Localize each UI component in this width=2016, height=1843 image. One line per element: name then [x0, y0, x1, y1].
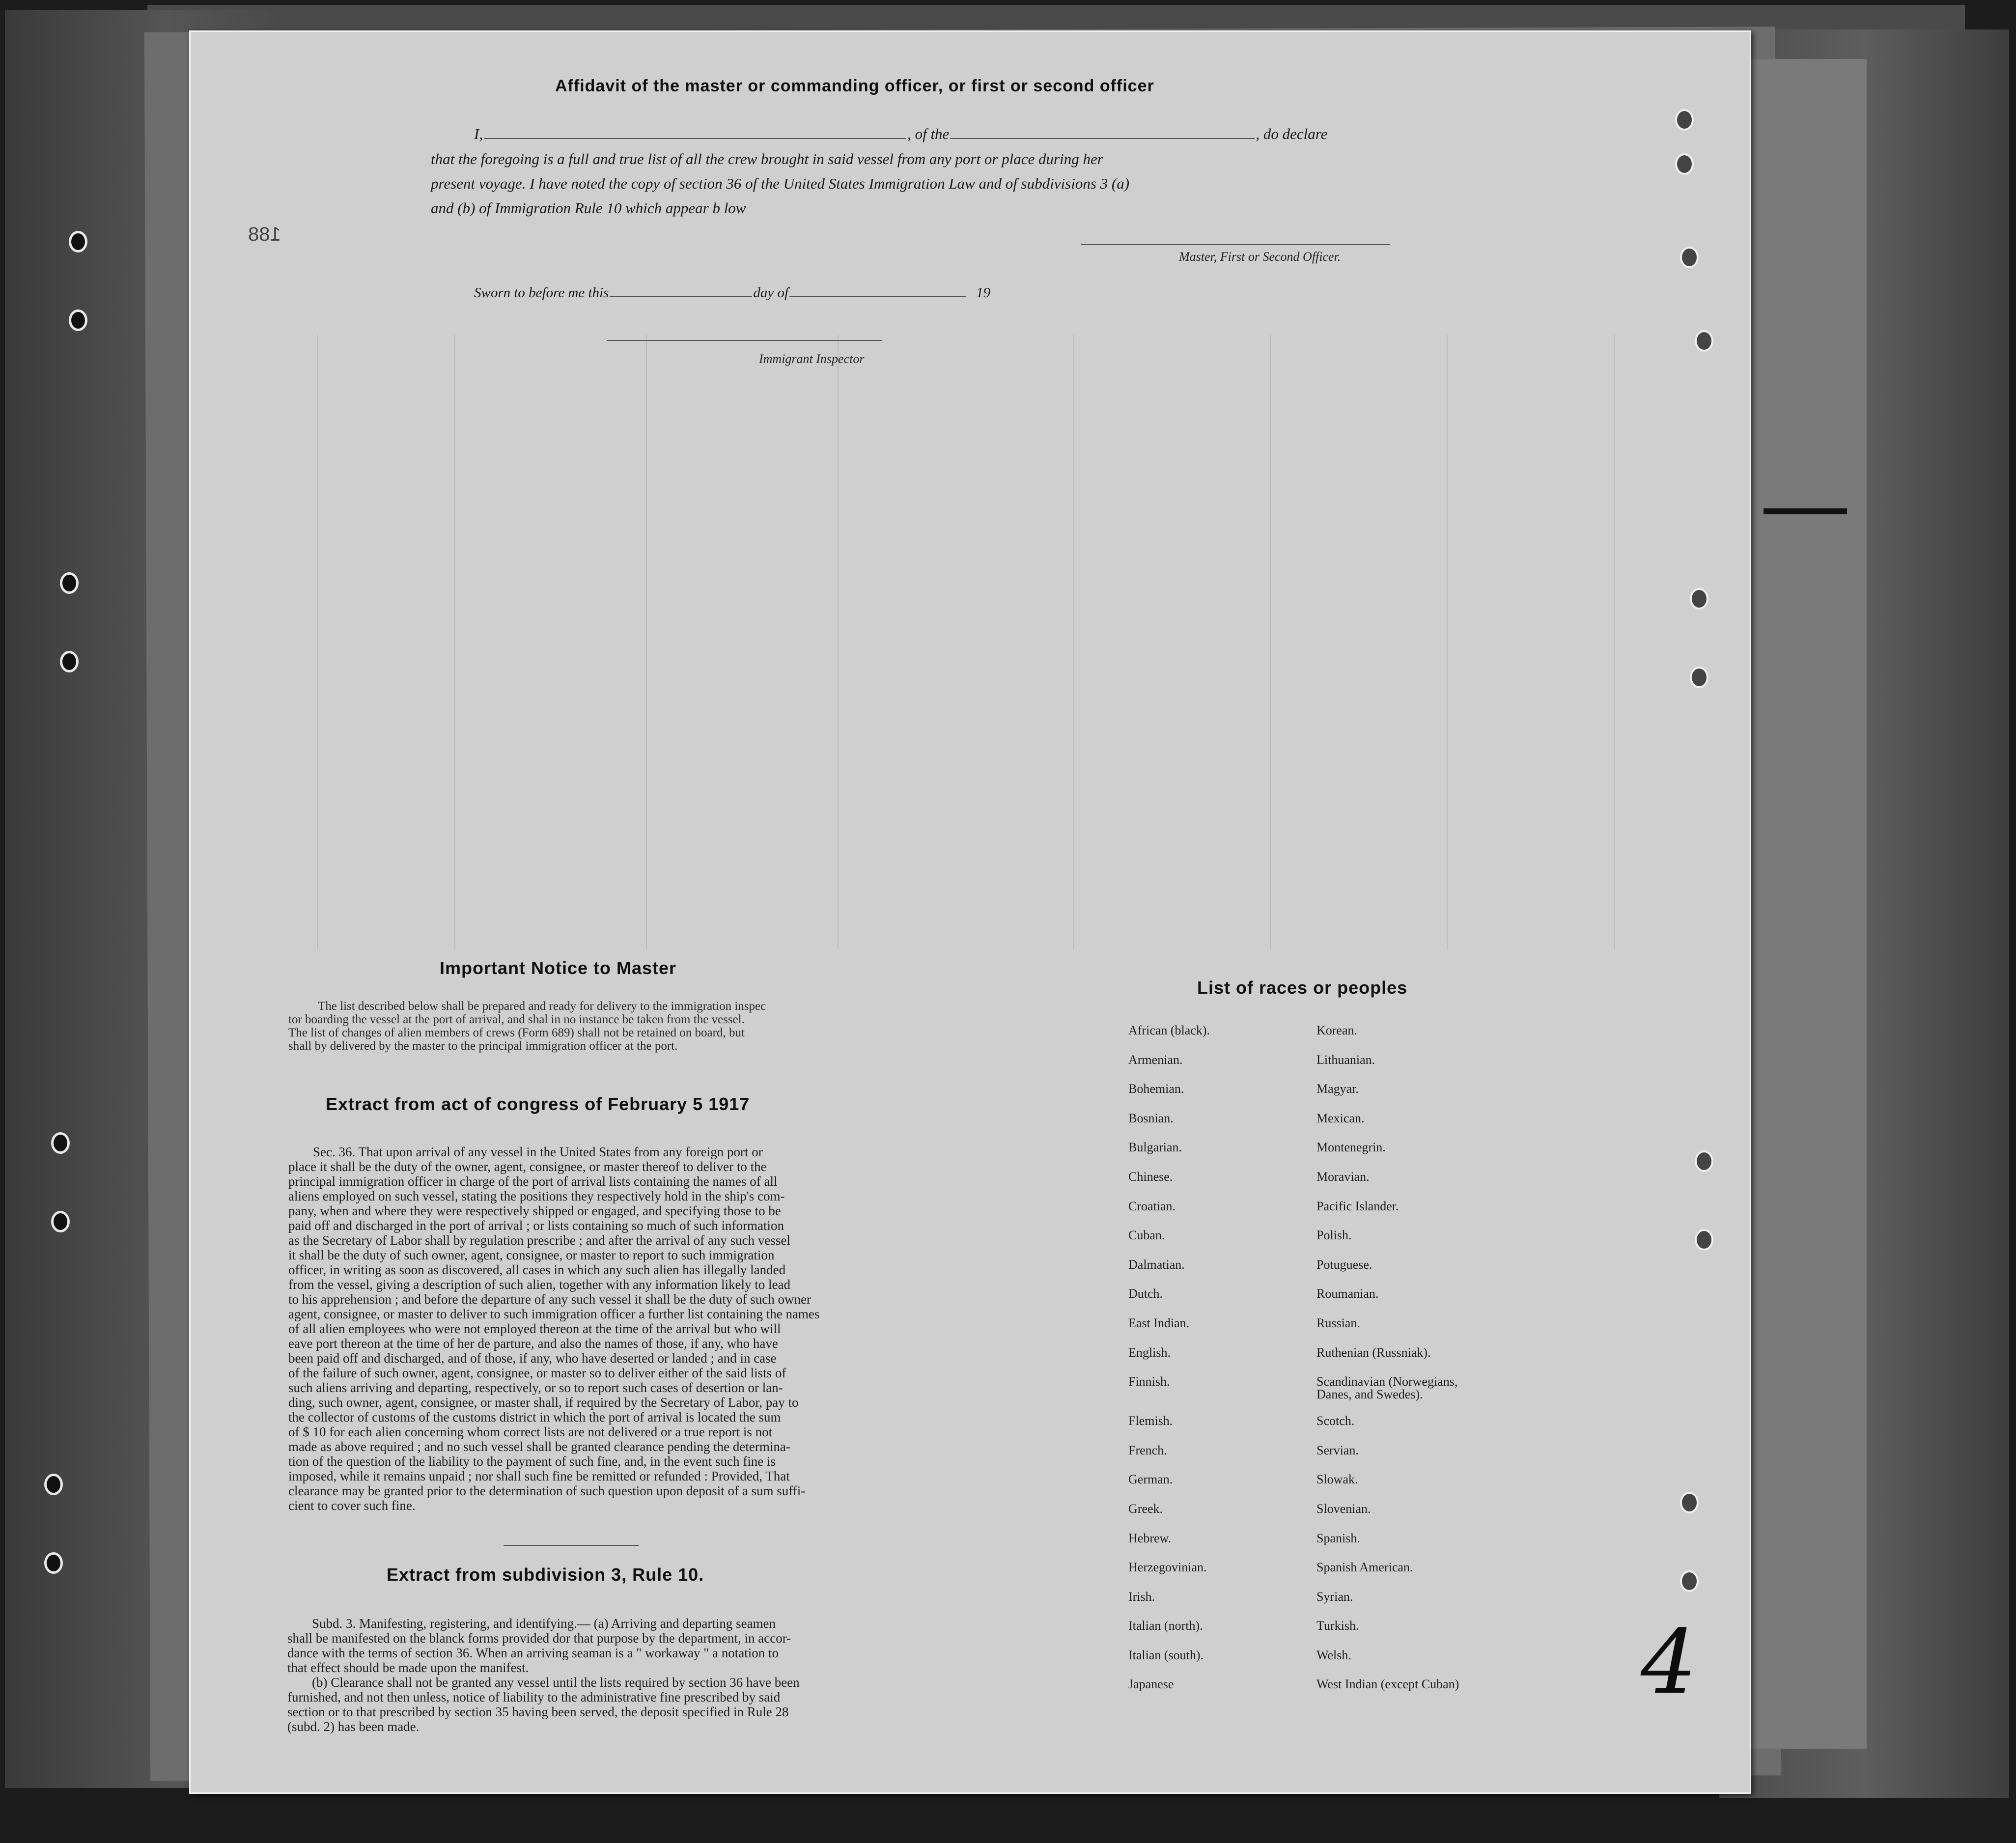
- act-line: pany, when and where they were respectively shipped or engaged, and specifying those to be: [288, 1203, 781, 1218]
- affidavit-i-label: I,: [474, 125, 483, 142]
- ghost-rule: [646, 335, 647, 949]
- act-line: tion of the question of the liability to the payment of such fine, and, in the event such fine is: [288, 1454, 776, 1469]
- punch-hole: [1690, 588, 1708, 610]
- act-line: of $ 10 for each alien concerning whom correct lists are not delivered or a true report is not: [288, 1424, 773, 1439]
- punch-hole: [44, 1552, 63, 1574]
- race-item: Dutch.: [1128, 1286, 1163, 1301]
- race-item: Flemish.: [1128, 1414, 1173, 1428]
- ghost-rule: [838, 335, 839, 949]
- race-item: Moravian.: [1316, 1169, 1370, 1184]
- punch-hole: [60, 651, 79, 672]
- notice-line: tor boarding the vessel at the port of arrival, and shal in no instance be taken from the vessel.: [288, 1013, 745, 1026]
- act-line: been paid off and discharged, and of those, if any, who have deserted or landed ; and in case: [288, 1351, 777, 1366]
- rule-line: (b) Clearance shall not be granted any vessel until the lists required by section 36 have been: [312, 1675, 800, 1690]
- rule-line: Subd. 3. Manifesting, registering, and identifying.— (a) Arriving and departing seamen: [312, 1616, 776, 1631]
- rule-line: that effect should be made upon the manifest.: [287, 1660, 529, 1675]
- extract-rule-body: [287, 1616, 860, 1734]
- race-item: Cuban.: [1128, 1228, 1165, 1243]
- punch-hole: [51, 1211, 70, 1232]
- act-line: imposed, while it remains unpaid ; nor shall such fine be remitted or refunded : Provided, That: [288, 1469, 790, 1483]
- notice-line: The list described below shall be prepared and ready for delivery to the immigration inspec: [318, 1000, 766, 1013]
- race-item: Mexican.: [1316, 1111, 1365, 1125]
- race-item: Bosnian.: [1128, 1111, 1174, 1125]
- punch-hole: [51, 1132, 70, 1154]
- rule-line: (subd. 2) has been made.: [287, 1719, 420, 1734]
- punch-hole: [1680, 1492, 1699, 1513]
- rule-line: furnished, and not then unless, notice of liability to the administrative fine prescribed by said: [287, 1690, 781, 1704]
- rule-line: shall be manifested on the blanck forms provided dor that purpose by the department, in accor-: [287, 1631, 791, 1646]
- affidavit-title: Affidavit of the master or commanding officer, or first or second officer: [555, 77, 1154, 95]
- act-line: to his apprehension ; and before the departure of any such vessel it shall be the duty of such owner: [288, 1292, 811, 1307]
- race-item: Dalmatian.: [1128, 1257, 1185, 1272]
- act-line: clearance may be granted prior to the determination of such question upon deposit of a sum suffi-: [288, 1483, 806, 1498]
- race-item: Servian.: [1316, 1443, 1359, 1457]
- race-item: Chinese.: [1128, 1169, 1173, 1184]
- act-line: of the failure of such owner, agent, consignee, or master so to deliver either of the said lists of: [288, 1366, 786, 1380]
- race-item: East Indian.: [1128, 1315, 1190, 1330]
- race-item: German.: [1128, 1472, 1173, 1487]
- race-item: West Indian (except Cuban): [1316, 1677, 1459, 1692]
- race-item: Italian (north).: [1128, 1619, 1203, 1633]
- race-item: Russian.: [1316, 1315, 1360, 1330]
- race-item: Montenegrin.: [1316, 1140, 1386, 1155]
- extract-rule-title: Extract from subdivision 3, Rule 10.: [387, 1564, 704, 1585]
- punch-hole: [1695, 1229, 1713, 1251]
- punch-hole: [1675, 153, 1694, 175]
- punch-hole: [69, 231, 87, 252]
- race-item: Bulgarian.: [1128, 1140, 1182, 1155]
- race-item: Italian (south).: [1128, 1648, 1204, 1662]
- race-item: Armenian.: [1128, 1052, 1183, 1067]
- sworn-prefix: Sworn to before me this: [474, 285, 609, 301]
- race-item: Scandinavian (Norwegians, Danes, and Swedes).: [1316, 1374, 1458, 1402]
- punch-hole: [1675, 109, 1694, 131]
- races-right-column: [1316, 1024, 1513, 1707]
- ghost-rule: [1270, 335, 1271, 949]
- act-line: eave port thereon at the time of her de parture, and also the names of those, if any, who have: [288, 1336, 778, 1351]
- ghost-rule: [1447, 335, 1448, 949]
- ghost-rule: [317, 335, 318, 949]
- ghost-rule: [454, 335, 455, 949]
- race-item: Bohemian.: [1128, 1082, 1184, 1096]
- month-blank: [789, 296, 966, 297]
- affidavit-line-1: [474, 125, 1327, 143]
- race-item: Greek.: [1128, 1501, 1163, 1516]
- race-item: Slowak.: [1316, 1472, 1358, 1487]
- act-line: place it shall be the duty of the owner, agent, consignee, or master thereof to deliver to the: [288, 1159, 767, 1174]
- race-item: Ruthenian (Russniak).: [1316, 1345, 1431, 1360]
- affidavit-line-4: and (b) of Immigration Rule 10 which appear b low: [431, 199, 746, 217]
- notice-line: The list of changes of alien members of crews (Form 689) shall not be retained on board, but: [288, 1026, 745, 1039]
- section-divider: [504, 1545, 639, 1546]
- act-line: Sec. 36. That upon arrival of any vessel in the United States from any foreign port or: [313, 1145, 763, 1159]
- act-line: it shall be the duty of such owner, agent, consignee, or master to report to such immigration: [288, 1248, 775, 1262]
- inspector-signature-line: [607, 340, 882, 341]
- punch-hole: [1695, 330, 1713, 352]
- race-item: Turkish.: [1316, 1619, 1359, 1633]
- race-item: Spanish American.: [1316, 1560, 1413, 1575]
- act-line: the collector of customs of the customs district in which the port of arrival is located the sum: [288, 1410, 781, 1424]
- vessel-blank: [950, 138, 1255, 139]
- notice-line: shall by delivered by the master to the principal immigration officer at the port.: [288, 1039, 678, 1053]
- punch-hole: [1680, 247, 1699, 268]
- act-line: principal immigration officer in charge of the port of arrival lists containing the names of all: [288, 1174, 778, 1189]
- act-line: agent, consignee, or master to deliver to such immigration officer a further list containing the names: [288, 1307, 820, 1321]
- affidavit-line-3: present voyage. I have noted the copy of section 36 of the United States Immigration Law and of subdivisions 3 (a): [431, 175, 1130, 192]
- day-blank: [610, 296, 752, 297]
- race-item: Hebrew.: [1128, 1531, 1172, 1545]
- sworn-day-of: day of: [753, 285, 789, 301]
- punch-hole: [1695, 1150, 1713, 1172]
- rule-line: dance with the terms of section 36. When an arriving seaman is a " workaway " a notation to: [287, 1646, 779, 1660]
- extract-act-title: Extract from act of congress of February 5 1917: [326, 1094, 750, 1114]
- race-item: Finnish.: [1128, 1374, 1170, 1389]
- punch-hole: [44, 1474, 63, 1495]
- affidavit-of-the-label: , of the: [907, 125, 950, 142]
- race-item: Slovenian.: [1316, 1501, 1371, 1516]
- race-item: Magyar.: [1316, 1082, 1359, 1096]
- rule-line: section or to that prescribed by section 35 having been served, the deposit specified in Rule 28: [287, 1704, 789, 1719]
- race-item: Polish.: [1316, 1228, 1352, 1243]
- name-blank: [484, 138, 906, 139]
- sworn-line: [474, 285, 990, 301]
- important-notice-body: [288, 1000, 858, 1053]
- race-item: Syrian.: [1316, 1589, 1353, 1604]
- act-line: ding, such owner, agent, consignee, or master shall, if required by the Secretary of Labor, pay to: [288, 1395, 799, 1410]
- act-line: cient to cover such fine.: [288, 1498, 416, 1513]
- race-item: English.: [1128, 1345, 1171, 1360]
- race-item: Pacific Islander.: [1316, 1199, 1399, 1213]
- affidavit-declare-label: , do declare: [1256, 125, 1328, 142]
- race-item: Potuguese.: [1316, 1257, 1372, 1272]
- race-item: Croatian.: [1128, 1199, 1176, 1213]
- inspector-signature-label: Immigrant Inspector: [759, 352, 865, 366]
- race-item: Korean.: [1316, 1023, 1358, 1037]
- race-item: Spanish.: [1316, 1531, 1360, 1545]
- race-item: Irish.: [1128, 1589, 1155, 1604]
- act-line: officer, in writing as soon as discovered, all cases in which any such alien has illegally landed: [288, 1262, 786, 1277]
- race-item: Japanese: [1128, 1677, 1174, 1692]
- race-item: Roumanian.: [1316, 1286, 1379, 1301]
- races-title: List of races or peoples: [1197, 977, 1408, 998]
- act-line: from the vessel, giving a description of such alien, together with any information likely to lead: [288, 1277, 790, 1292]
- punch-hole: [1680, 1570, 1699, 1592]
- stamp-number: 188: [248, 223, 281, 245]
- punch-hole: [60, 572, 79, 594]
- important-notice-title: Important Notice to Master: [440, 958, 677, 978]
- ghost-rule: [1614, 335, 1615, 949]
- race-item: Scotch.: [1316, 1414, 1355, 1428]
- act-line: such aliens arriving and departing, respectively, or so to report such cases of desertion or lan-: [288, 1380, 783, 1395]
- act-line: aliens employed on such vessel, stating the positions they respectively hold in the ship's com-: [288, 1189, 785, 1203]
- extract-act-body: [288, 1145, 858, 1513]
- act-line: made as above required ; and no such vessel shall be granted clearance pending the determina-: [288, 1439, 790, 1454]
- master-signature-line: [1081, 244, 1390, 245]
- race-item: Lithuanian.: [1316, 1052, 1375, 1067]
- act-line: paid off and discharged in the port of arrival ; or lists containing so much of such information: [288, 1218, 784, 1233]
- act-line: of all alien employees who were not employed thereon at the time of the arrival but who will: [288, 1321, 781, 1336]
- ghost-rule: [1073, 335, 1074, 949]
- punch-hole: [1690, 667, 1708, 688]
- race-item: Welsh.: [1316, 1648, 1351, 1662]
- act-line: as the Secretary of Labor shall by regulation prescribe ; and after the arrival of any such vessel: [288, 1233, 790, 1248]
- race-item: French.: [1128, 1443, 1167, 1457]
- edge-mark: [1764, 508, 1847, 514]
- handwritten-mark: 4: [1641, 1611, 1697, 1714]
- sworn-year: 19: [976, 285, 991, 301]
- punch-hole: [69, 309, 87, 331]
- race-item: African (black).: [1128, 1023, 1210, 1037]
- race-item: Herzegovinian.: [1128, 1560, 1207, 1575]
- affidavit-line-2: that the foregoing is a full and true list of all the crew brought in said vessel from any port or place during her: [431, 150, 1103, 168]
- master-signature-label: Master, First or Second Officer.: [1179, 250, 1341, 264]
